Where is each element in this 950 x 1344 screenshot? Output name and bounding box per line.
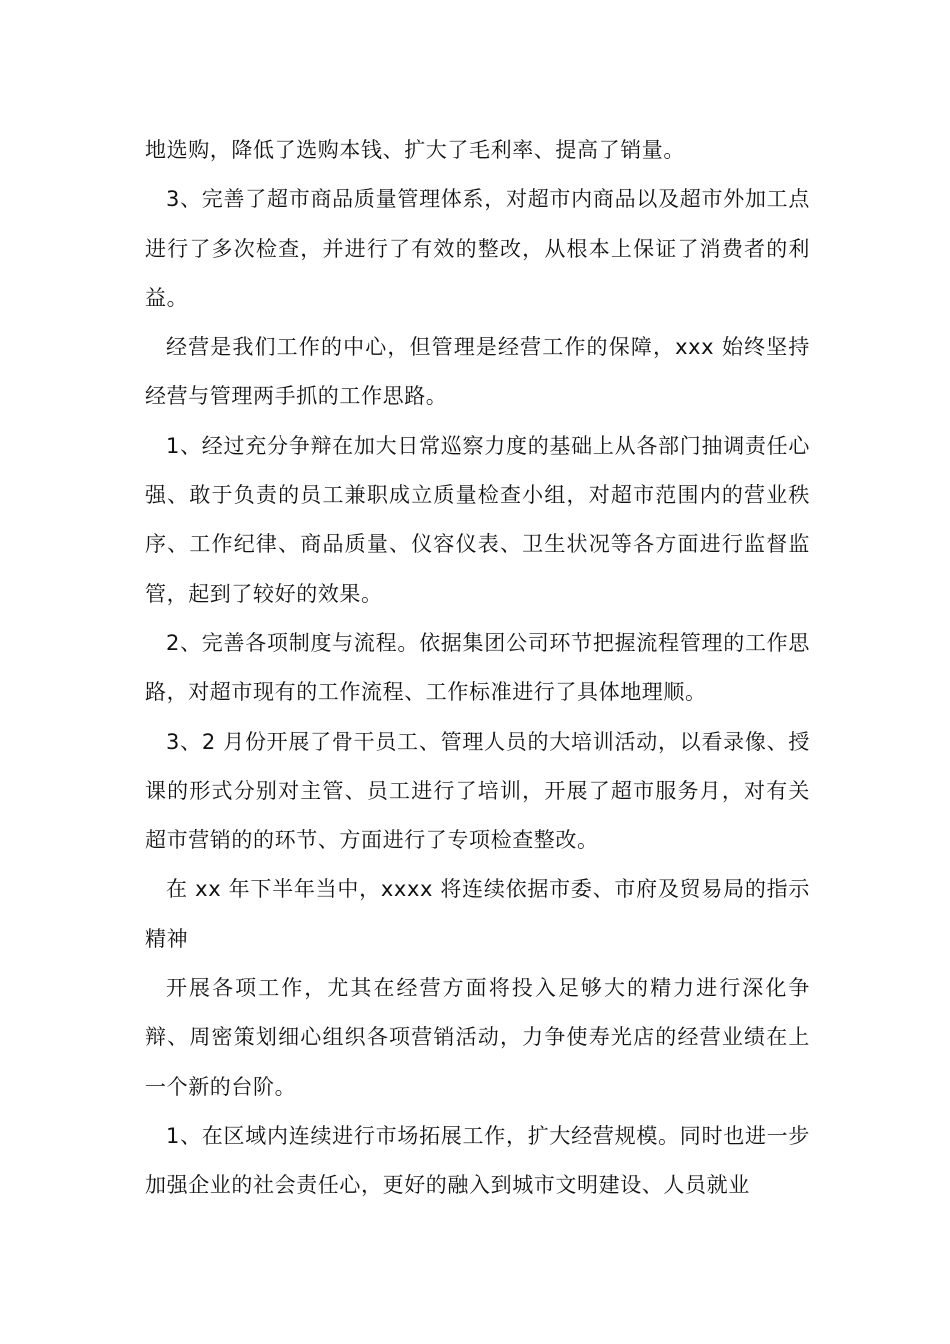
paragraph: 在 xx 年下半年当中，xxxx 将连续依据市委、市府及贸易局的指示精神 [145, 877, 810, 951]
paragraph: 地选购，降低了选购本钱、扩大了毛利率、提高了销量。 [145, 138, 685, 162]
document-body [145, 126, 810, 1211]
paragraph: 经营是我们工作的中心，但管理是经营工作的保障，xxx 始终坚持经营与管理两手抓的工作思路。 [145, 335, 810, 409]
paragraph: 3、2 月份开展了骨干员工、管理人员的大培训活动，以看录像、授课的形式分别对主管、员工进行了培训，开展了超市服务月，对有关超市营销的的环节、方面进行了专项检查整改。 [145, 729, 810, 853]
paragraph: 开展各项工作，尤其在经营方面将投入足够大的精力进行深化争辩、周密策划细心组织各项营销活动，力争使寿光店的经营业绩在上一个新的台阶。 [145, 976, 810, 1099]
paragraph: 1、在区域内连续进行市场拓展工作，扩大经营规模。同时也进一步加强企业的社会责任心，更好的融入到城市文明建设、人员就业 [145, 1123, 810, 1198]
paragraph: 1、经过充分争辩在加大日常巡察力度的基础上从各部门抽调责任心强、敢于负责的员工兼职成立质量检查小组，对超市范围内的营业秩序、工作纪律、商品质量、仪容仪表、卫生状况等各方面进行监督监管，起到了较好的效果。 [145, 433, 810, 606]
paragraph: 2、完善各项制度与流程。依据集团公司环节把握流程管理的工作思路，对超市现有的工作流程、工作标准进行了具体地理顺。 [145, 630, 810, 705]
paragraph: 3、完善了超市商品质量管理体系，对超市内商品以及超市外加工点进行了多次检查，并进行了有效的整改，从根本上保证了消费者的利益。 [145, 187, 810, 310]
